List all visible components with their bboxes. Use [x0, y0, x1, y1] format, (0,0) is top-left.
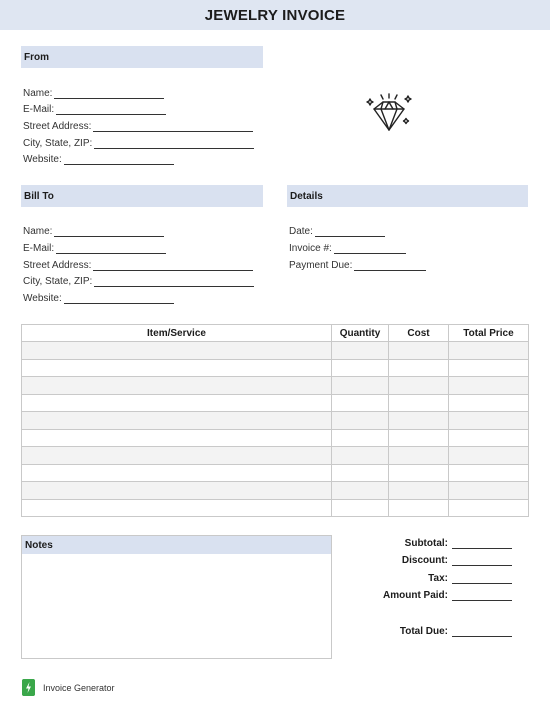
table-row[interactable]	[22, 342, 529, 360]
bill-street-label: Street Address:	[23, 260, 92, 271]
table-row[interactable]	[22, 429, 529, 447]
table-cell[interactable]	[389, 499, 449, 517]
total-due-label: Total Due:	[399, 626, 448, 637]
from-street-field[interactable]	[23, 121, 253, 132]
table-cell[interactable]	[449, 429, 529, 447]
table-row[interactable]	[22, 377, 529, 395]
col-header-item: Item/Service	[22, 325, 332, 342]
from-city-label: City, State, ZIP:	[23, 138, 93, 149]
table-cell[interactable]	[389, 377, 449, 395]
table-cell[interactable]	[389, 359, 449, 377]
table-cell[interactable]	[449, 394, 529, 412]
bill-email-label: E-Mail:	[23, 243, 55, 254]
from-email-field[interactable]	[23, 104, 166, 115]
details-date-field[interactable]	[289, 226, 385, 237]
bill-city-label: City, State, ZIP:	[23, 276, 93, 287]
table-cell[interactable]	[449, 447, 529, 465]
col-header-total: Total Price	[449, 325, 529, 342]
table-row[interactable]	[22, 447, 529, 465]
table-cell[interactable]	[332, 377, 389, 395]
items-header-row	[22, 325, 529, 342]
brand-footer[interactable]	[22, 679, 115, 696]
notes-box[interactable]	[21, 535, 332, 659]
subtotal-field[interactable]	[405, 538, 512, 549]
table-cell[interactable]	[389, 464, 449, 482]
page-title: JEWELRY INVOICE	[204, 6, 346, 24]
discount-label: Discount:	[401, 555, 448, 566]
subtotal-label: Subtotal:	[404, 538, 448, 549]
bill-to-heading: Bill To	[21, 185, 263, 207]
table-cell[interactable]	[22, 429, 332, 447]
table-cell[interactable]	[449, 482, 529, 500]
table-cell[interactable]	[332, 359, 389, 377]
table-row[interactable]	[22, 499, 529, 517]
table-cell[interactable]	[22, 464, 332, 482]
table-cell[interactable]	[22, 482, 332, 500]
table-cell[interactable]	[22, 394, 332, 412]
bill-city-field[interactable]	[23, 276, 254, 287]
amount-paid-label: Amount Paid:	[383, 590, 448, 601]
table-cell[interactable]	[332, 499, 389, 517]
from-name-field[interactable]	[23, 88, 164, 99]
from-website-label: Website:	[23, 154, 62, 165]
from-heading: From	[21, 46, 263, 68]
details-date-label: Date:	[289, 226, 313, 237]
table-cell[interactable]	[389, 429, 449, 447]
from-street-label: Street Address:	[23, 121, 92, 132]
bill-website-field[interactable]	[23, 293, 174, 304]
items-table	[21, 324, 529, 517]
table-cell[interactable]	[449, 342, 529, 360]
table-row[interactable]	[22, 482, 529, 500]
bill-street-field[interactable]	[23, 260, 253, 271]
details-invoice-label: Invoice #:	[289, 243, 332, 254]
table-cell[interactable]	[22, 499, 332, 517]
table-row[interactable]	[22, 464, 529, 482]
table-cell[interactable]	[332, 429, 389, 447]
invoice-generator-logo-icon	[22, 679, 35, 696]
notes-heading: Notes	[22, 536, 331, 554]
table-cell[interactable]	[389, 394, 449, 412]
table-cell[interactable]	[449, 499, 529, 517]
tax-label: Tax:	[428, 573, 448, 584]
table-cell[interactable]	[332, 342, 389, 360]
table-row[interactable]	[22, 412, 529, 430]
table-cell[interactable]	[22, 412, 332, 430]
table-cell[interactable]	[389, 342, 449, 360]
bill-website-label: Website:	[23, 293, 62, 304]
table-cell[interactable]	[449, 412, 529, 430]
table-cell[interactable]	[22, 342, 332, 360]
bill-name-label: Name:	[23, 226, 53, 237]
brand-name: Invoice Generator	[43, 682, 115, 693]
diamond-icon	[363, 92, 413, 138]
col-header-cost: Cost	[389, 325, 449, 342]
details-payment-due-field[interactable]	[289, 260, 426, 271]
table-cell[interactable]	[332, 464, 389, 482]
col-header-quantity: Quantity	[332, 325, 389, 342]
table-cell[interactable]	[332, 394, 389, 412]
table-cell[interactable]	[332, 412, 389, 430]
table-row[interactable]	[22, 394, 529, 412]
title-bar	[0, 0, 550, 30]
table-cell[interactable]	[22, 359, 332, 377]
amount-paid-field[interactable]	[383, 590, 512, 601]
table-cell[interactable]	[22, 377, 332, 395]
from-website-field[interactable]	[23, 154, 174, 165]
table-cell[interactable]	[22, 447, 332, 465]
bill-email-field[interactable]	[23, 243, 166, 254]
tax-field[interactable]	[428, 573, 512, 584]
table-cell[interactable]	[332, 482, 389, 500]
table-cell[interactable]	[389, 447, 449, 465]
table-cell[interactable]	[449, 464, 529, 482]
table-cell[interactable]	[389, 412, 449, 430]
from-name-label: Name:	[23, 88, 53, 99]
table-row[interactable]	[22, 359, 529, 377]
table-cell[interactable]	[332, 447, 389, 465]
discount-field[interactable]	[402, 555, 512, 566]
table-cell[interactable]	[449, 377, 529, 395]
total-due-field[interactable]	[400, 626, 512, 637]
details-payment-due-label: Payment Due:	[289, 260, 353, 271]
table-cell[interactable]	[389, 482, 449, 500]
details-invoice-field[interactable]	[289, 243, 406, 254]
details-heading: Details	[287, 185, 528, 207]
bill-name-field[interactable]	[23, 226, 164, 237]
from-city-field[interactable]	[23, 138, 254, 149]
table-cell[interactable]	[449, 359, 529, 377]
from-email-label: E-Mail:	[23, 104, 55, 115]
